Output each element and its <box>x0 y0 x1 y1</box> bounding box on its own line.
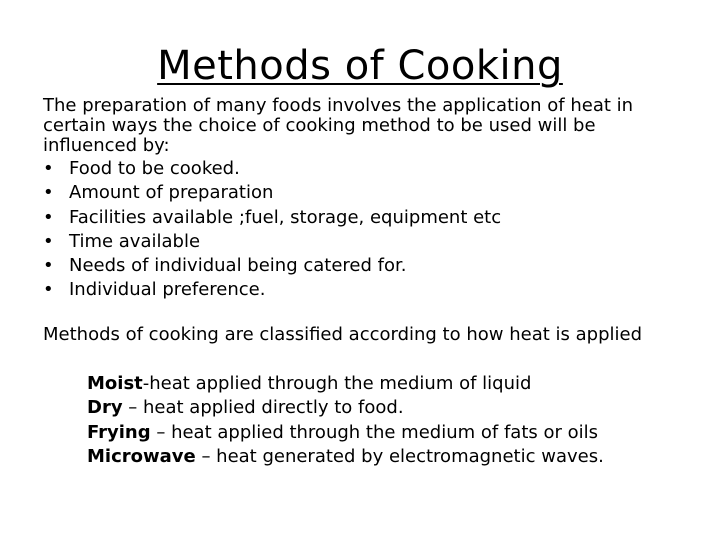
factor-text: Time available <box>69 230 201 252</box>
method-term: Microwave <box>87 445 196 467</box>
list-item <box>43 206 683 230</box>
bullet-symbol: • <box>43 206 54 228</box>
method-term: Moist <box>87 373 143 394</box>
list-item <box>43 157 683 181</box>
method-item-frying <box>87 421 707 445</box>
method-item-moist <box>87 372 707 396</box>
method-description: – heat applied directly to food. <box>122 397 404 419</box>
method-term: Frying <box>87 421 151 443</box>
method-item-dry <box>87 396 707 420</box>
bullet-symbol: • <box>43 230 54 252</box>
slide-title-container <box>0 40 720 92</box>
factor-text: Needs of individual being catered for. <box>69 255 407 277</box>
slide-title: Methods of Cooking <box>157 43 563 89</box>
method-term: Dry <box>87 397 123 419</box>
bullet-symbol: • <box>43 255 54 277</box>
method-item-microwave <box>87 445 707 469</box>
bullet-symbol: • <box>43 182 54 204</box>
factor-text: Food to be cooked. <box>69 158 240 179</box>
method-list <box>87 372 707 469</box>
factor-text: Amount of preparation <box>69 182 274 204</box>
bullet-symbol: • <box>43 279 54 301</box>
method-description: – heat generated by electromagnetic waves. <box>195 445 604 467</box>
method-description: -heat applied through the medium of liquid <box>142 373 532 394</box>
factor-text: Facilities available ;fuel, storage, equipment etc <box>69 206 502 228</box>
bullet-symbol: • <box>43 158 54 179</box>
list-item <box>43 230 683 254</box>
factor-text: Individual preference. <box>69 279 266 301</box>
list-item <box>43 278 683 302</box>
intro-paragraph: The preparation of many foods involves the application of heat in certain ways the choice of cooking method to be used will be influenced by: <box>43 95 634 156</box>
factor-list <box>43 157 683 303</box>
method-description: – heat applied through the medium of fats or oils <box>150 421 598 443</box>
list-item <box>43 181 683 205</box>
classification-sentence: Methods of cooking are classified according to how heat is applied <box>43 324 642 345</box>
list-item <box>43 254 683 278</box>
